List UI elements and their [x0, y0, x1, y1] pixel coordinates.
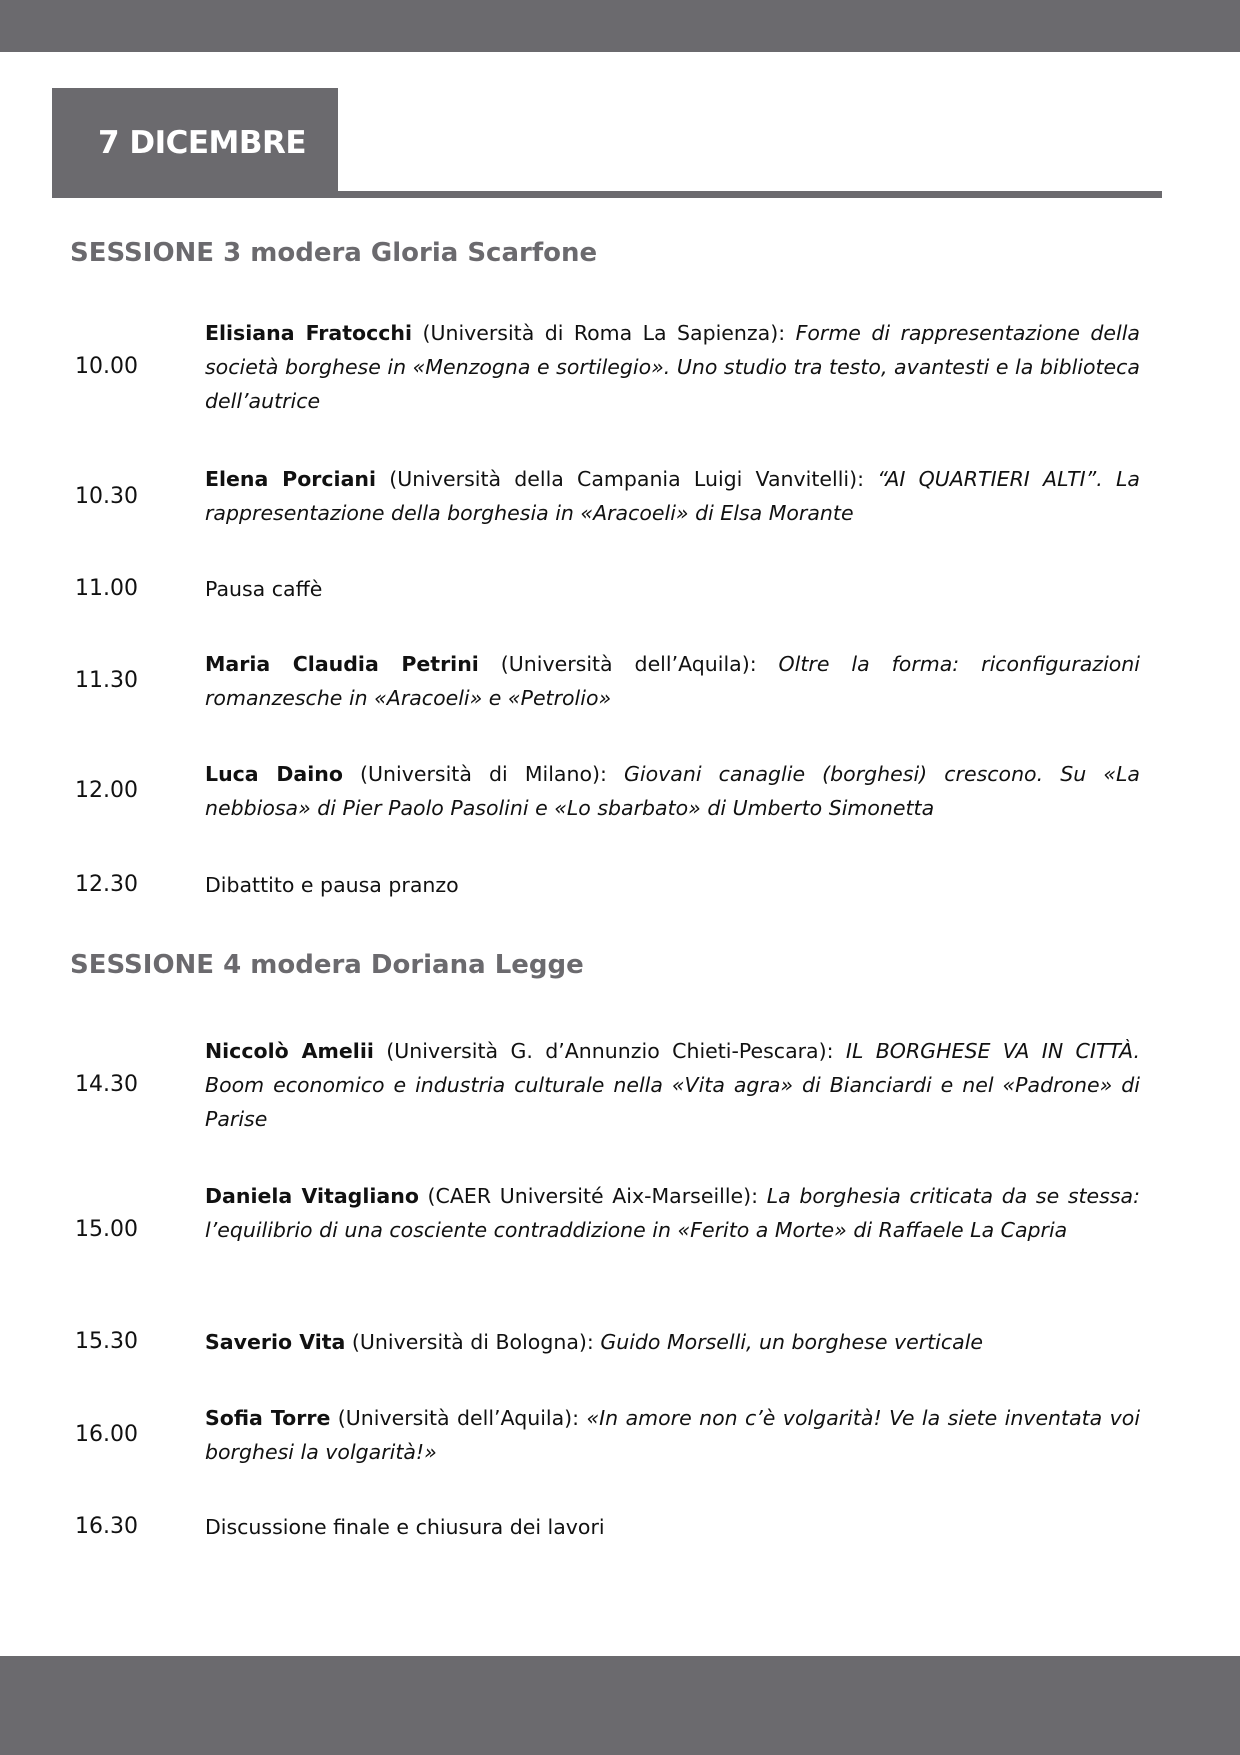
speaker-affiliation: (Università G. d’Annunzio Chieti-Pescara):	[373, 1039, 846, 1063]
speaker-name: Sofia Torre	[205, 1406, 331, 1430]
item-time: 11.00	[75, 576, 138, 601]
item-time: 10.30	[75, 484, 138, 509]
item-time: 12.30	[75, 872, 138, 897]
program-item	[205, 868, 1140, 902]
item-time: 15.30	[75, 1329, 138, 1354]
date-label: 7 DICEMBRE	[98, 125, 307, 161]
program-item	[205, 462, 1140, 530]
program-item	[205, 647, 1140, 715]
program-item	[205, 1510, 1140, 1544]
speaker-affiliation: (Università di Milano):	[342, 762, 625, 786]
item-time: 11.30	[75, 668, 138, 693]
date-heading	[52, 88, 338, 198]
item-time: 12.00	[75, 778, 138, 803]
heading-rule	[338, 191, 1162, 198]
program-item	[205, 1325, 1140, 1359]
talk-title: Guido Morselli, un borghese verticale	[600, 1330, 984, 1354]
program-note: Dibattito e pausa pranzo	[205, 873, 459, 897]
item-time: 16.30	[75, 1514, 138, 1539]
speaker-affiliation: (Università della Campania Luigi Vanvitelli):	[376, 467, 878, 491]
speaker-affiliation: (Università di Bologna):	[345, 1330, 601, 1354]
item-time: 16.00	[75, 1422, 138, 1447]
program-item	[205, 1179, 1140, 1247]
bottom-bar	[0, 1656, 1240, 1755]
session-4-title: SESSIONE 4 modera Doriana Legge	[70, 950, 584, 980]
session-3-title: SESSIONE 3 modera Gloria Scarfone	[70, 238, 598, 268]
speaker-name: Maria Claudia Petrini	[205, 652, 479, 676]
speaker-affiliation: (Università dell’Aquila):	[478, 652, 779, 676]
program-item	[205, 1034, 1140, 1136]
program-item	[205, 316, 1140, 418]
speaker-affiliation: (Università dell’Aquila):	[330, 1406, 587, 1430]
speaker-name: Luca Daino	[205, 762, 343, 786]
item-time: 10.00	[75, 354, 138, 379]
speaker-affiliation: (Università di Roma La Sapienza):	[412, 321, 796, 345]
talk-title: Oltre la forma: riconfigurazioni romanzesche in «Aracoeli» e «Petrolio»	[205, 652, 1140, 710]
speaker-name: Elena Porciani	[205, 467, 377, 491]
speaker-name: Daniela Vitagliano	[205, 1184, 419, 1208]
program-note: Pausa caffè	[205, 577, 323, 601]
top-bar	[0, 0, 1240, 52]
program-item	[205, 757, 1140, 825]
speaker-name: Saverio Vita	[205, 1330, 346, 1354]
program-item	[205, 1401, 1140, 1469]
speaker-name: Niccolò Amelii	[205, 1039, 374, 1063]
talk-title: IL BORGHESE VA IN CITTÀ. Boom economico e industria culturale nella «Vita agra» di Bianciardi e nel «Padrone» di Parise	[205, 1039, 1140, 1131]
talk-title: Forme di rappresentazione della società borghese in «Menzogna e sortilegio». Uno studio tra testo, avantesti e la biblioteca dell’autrice	[205, 321, 1140, 413]
talk-title: “AI QUARTIERI ALTI”. La rappresentazione della borghesia in «Aracoeli» di Elsa Morante	[205, 467, 1140, 525]
talk-title: Giovani canaglie (borghesi) crescono. Su «La nebbiosa» di Pier Paolo Pasolini e «Lo sbarbato» di Umberto Simonetta	[205, 762, 1140, 820]
item-time: 14.30	[75, 1072, 138, 1097]
talk-title: La borghesia criticata da se stessa: l’equilibrio di una cosciente contraddizione in «Ferito a Morte» di Raffaele La Capria	[205, 1184, 1140, 1242]
talk-title: «In amore non c’è volgarità! Ve la siete inventata voi borghesi la volgarità!»	[205, 1406, 1141, 1464]
speaker-name: Elisiana Fratocchi	[205, 321, 413, 345]
program-item	[205, 572, 1140, 606]
speaker-affiliation: (CAER Université Aix-Marseille):	[418, 1184, 767, 1208]
item-time: 15.00	[75, 1217, 138, 1242]
program-note: Discussione finale e chiusura dei lavori	[205, 1515, 605, 1539]
